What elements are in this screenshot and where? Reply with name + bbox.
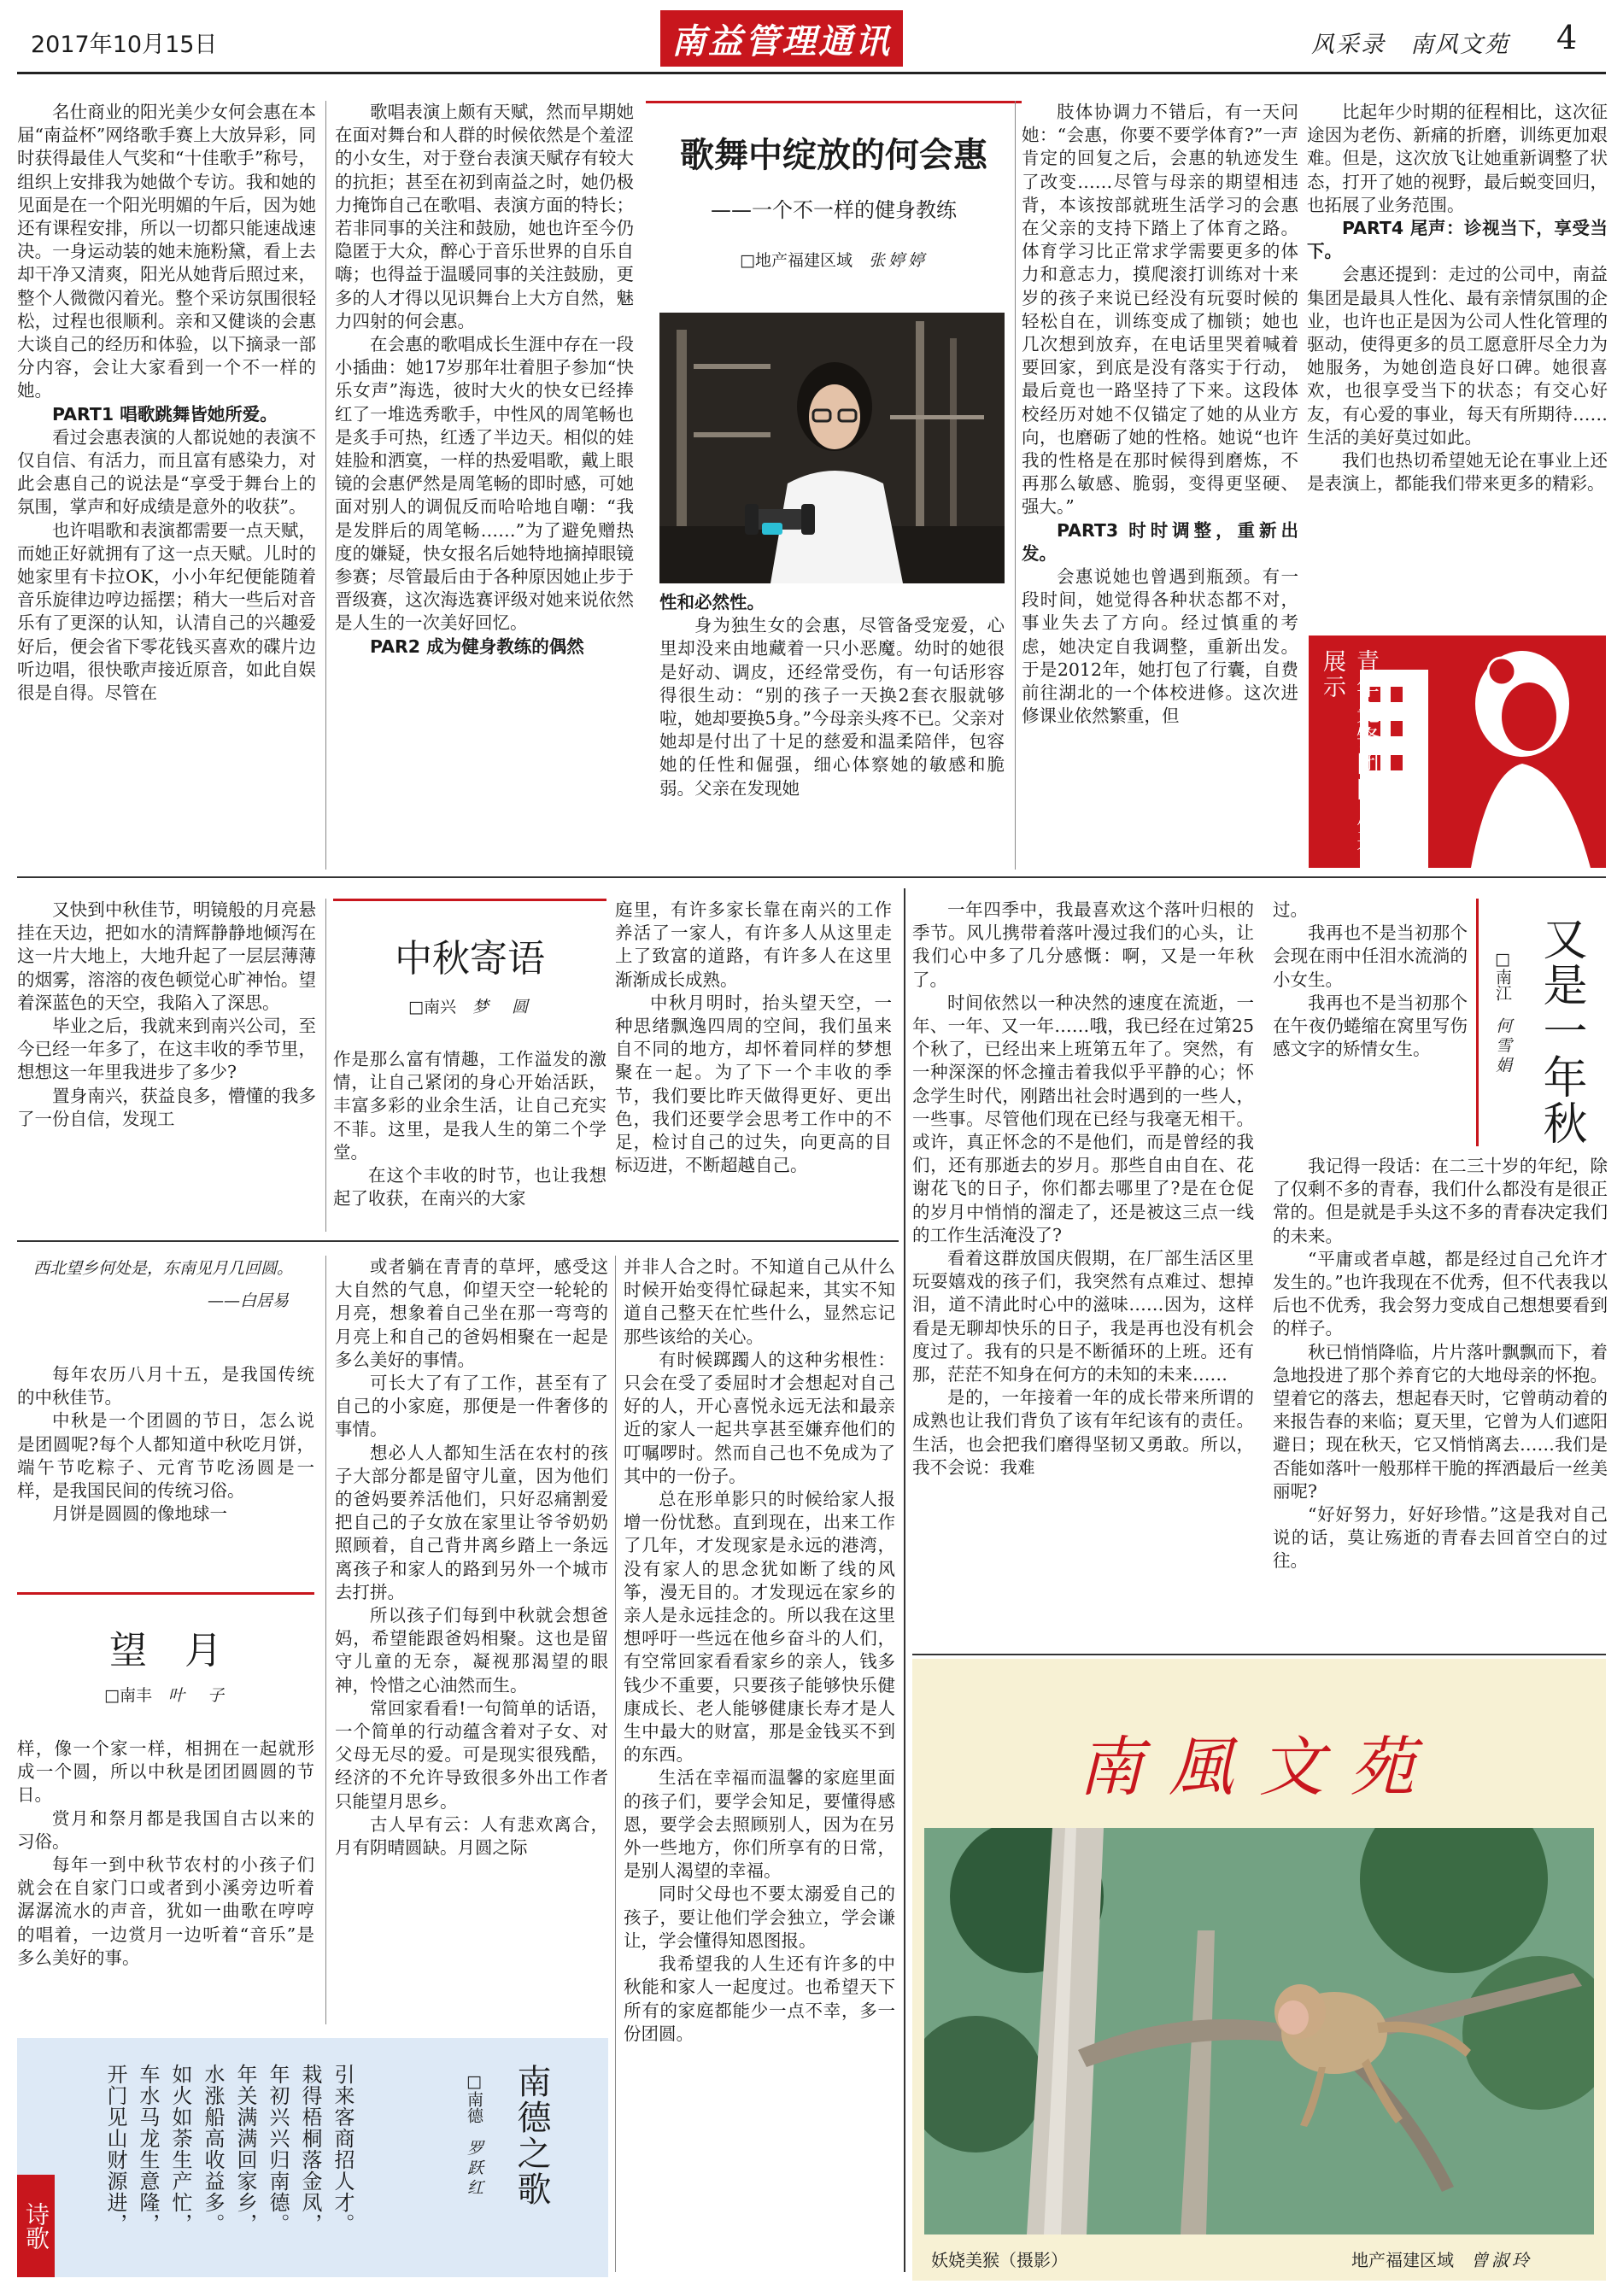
section-heading: PART3 时时调整，重新出发。 — [1022, 519, 1298, 564]
zhongqiu-byline: □南兴 梦 圆 — [408, 998, 531, 1016]
wangyue-title: 望 月 — [109, 1629, 222, 1672]
poem-line: 开门见山财源进， — [103, 2064, 127, 2234]
zhongqiu-title-box — [333, 899, 606, 1031]
section-heading: PAR2 成为健身教练的偶然 — [370, 636, 584, 657]
paragraph: 时间依然以一种决然的速度在流逝，一年、一年、又一年……哦，我已经在过第25个秋了，已经出来上班第五年了。突然，有一种深深的怀念撞击着我似乎平静的心；怀念学生时代，刚踏出社会时遇到的一些人，一些事。尽管他们现在已经与我毫无相干。或许，真正怀念的不是他们，而是曾经的我们，还有那逝去的岁月。那些自由自在、花谢花飞的日子，你们都去哪里了?是在仓促的岁月中悄悄的溜走了，还是被这三点一线的工作生活淹没了? — [912, 992, 1254, 1245]
banner-text: 青年先锋团队风采展示 — [1319, 649, 1379, 854]
column-banner — [1309, 636, 1606, 868]
wangyue-col-1-bottom — [17, 1737, 314, 2028]
paragraph: 古人早有云：人有悲欢离合，月有阴晴圆缺。月圆之际 — [335, 1813, 608, 1859]
paragraph: 名仕商业的阳光美少女何会惠在本届“南益杯”网络歌手赛上大放异彩，同时获得最佳人气奖和“十佳歌手”称号，组织上安排我为她做个专访。我和她的见面是在一个阳光明媚的午后，因为她还有课程安排，所以一切都只能速战速决。一身运动装的她未施粉黛，看上去却干净又清爽，阳光从她背后照过来，整个人微微闪着光。整个采访氛围很轻松，过程也很顺利。亲和又健谈的会惠大谈自己的经历和体验，以下摘录一部分内容，会让大家看到一个不一样的她。 — [17, 102, 316, 401]
paragraph: 我再也不是当初那个在午夜仍蜷缩在窝里写伤感文字的矫情女生。 — [1273, 992, 1468, 1060]
paragraph: 生活在幸福而温馨的家庭里面的孩子们，要学会知足，要懂得感恩，要学会去照顾别人，因为在另外一些地方，你们所享有的日常，是别人渴望的幸福。 — [624, 1767, 895, 1882]
paragraph: 会惠还提到：走过的公司中，南益集团是最具人性化、最有亲情氛围的企业，也许也正是因为公司人性化管理的驱动，使得更多的员工愿意肝尽全力为她服务，为她创造良好口碑。她很喜欢，也很享受当下的状态；有交心好友，有心爱的事业，每天有所期待……生活的美好莫过如此。 — [1307, 264, 1608, 448]
paragraph: 看过会惠表演的人都说她的表演不仅自信、有活力，而且富有感染力，对此会惠自己的说法是“享受于舞台上的氛围，掌声和好成绩是意外的收获”。 — [17, 426, 316, 518]
quote-author: ——白居易 — [207, 1292, 289, 1310]
column-divider — [325, 899, 326, 1232]
paragraph: 想必人人都知生活在农村的孩子大部分都是留守儿童，因为他们的爸妈要养活他们，只好忍痛割爱把自己的子女放在家里让爷爷奶奶照顾着，自己背井离乡踏上一条远离孩子和家人的路到另外一个城市去打拼。 — [335, 1442, 608, 1602]
photo-caption-credit: 地产福建区域 曾淑玲 — [1351, 2250, 1532, 2270]
yinian-col-1 — [912, 899, 1254, 1667]
paragraph: 或者躺在青青的草坪，感受这大自然的气息，仰望天空一轮轮的月亮，想象着自己坐在那一弯弯的月亮上和自己的爸妈相聚在一起是多么美好的事情。 — [335, 1256, 608, 1370]
feature-subtitle: ——一个不一样的健身教练 — [711, 198, 957, 222]
section-heading: PART4 尾声：诊视当下，享受当下。 — [1307, 218, 1608, 262]
paragraph: 是的，一年接着一年的成长带来所谓的成熟也让我们背负了该有年纪该有的责任。生活，也会把我们磨得坚韧又勇敢。所以，我不会说：我难 — [912, 1387, 1254, 1478]
poem-lines — [99, 2064, 359, 2260]
wangyue-col-3 — [624, 1256, 895, 2281]
paragraph: 我记得一段话：在二三十岁的年纪，除了仅剩不多的青春，我们什么都没有是很正常的。但是就是手头这不多的青春决定我们的未来。 — [1273, 1156, 1608, 1246]
paragraph: 月饼是圆圆的像地球一 — [52, 1503, 227, 1525]
paragraph: 样，像一个家一样，相拥在一起就形成一个圆，所以中秋是团团圆圆的节日。 — [17, 1738, 314, 1806]
wangyue-col-2 — [335, 1256, 608, 2024]
paragraph: 身为独生女的会惠，尽管备受宠爱，心里却没来由地藏着一只小恶魔。幼时的她很是好动、调皮，还经常受伤，有一句话形容得很生动：“别的孩子一天换2套衣服就够啦，她却要换5身。”今母亲头疼不已。父亲对她却是付出了十足的慈爱和温柔陪伴，包容她的任性和倔强，细心体察她的敏感和脆弱。父亲在发现她 — [659, 615, 1005, 799]
paragraph: 所以孩子们每到中秋就会想爸妈，希望能跟爸妈相聚。这也是留守儿童的无奈，凝视那渴望的眼神，怜惜之心油然而生。 — [335, 1605, 608, 1696]
paragraph: 毕业之后，我就来到南兴公司，至今已经一年多了，在这丰收的季节里，想想这一年里我进步了多少? — [17, 1016, 316, 1083]
title-rule-left — [1476, 899, 1479, 1146]
masthead-title: 南益管理通讯 — [671, 20, 892, 62]
feature-photo — [659, 313, 1005, 583]
paragraph: 同时父母也不要太溺爱自己的孩子，要让他们学会独立，学会谦让，学会懂得知恩图报。 — [624, 1883, 895, 1951]
gym-portrait-illustration — [659, 313, 1005, 583]
section-heading: PART1 唱歌跳舞皆她所爱。 — [52, 403, 278, 425]
paragraph: 我希望我的人生还有许多的中秋能和家人一起度过。也希望天下所有的家庭都能少一点不幸，多一份团圆。 — [624, 1953, 895, 2044]
feature-col-3 — [659, 591, 1005, 870]
poem-line: 如火如荼生产忙， — [168, 2064, 192, 2234]
feature-col-2 — [335, 101, 634, 870]
column-divider — [615, 1256, 616, 2272]
column-divider — [1015, 101, 1016, 870]
poem-line: 车水马龙生意隆， — [136, 2064, 160, 2234]
nanfeng-box — [912, 1659, 1606, 2281]
paragraph: 作是那么富有情趣，工作溢发的激情，让自己紧闭的身心开始活跃，丰富多彩的业余生活，让自己充实不菲。这里，是我人生的第二个学堂。 — [333, 1049, 606, 1163]
column-divider — [325, 1256, 326, 2024]
paragraph: 中秋月明时，抬头望天空，一种思绪飘逸四周的空间，我们虽来自不同的地方，却怀着同样的梦想聚在一起。为了下一个丰收的季节，我们要比昨天做得更好、更出色，我们还要学会思考工作中的不足，检讨自己的过失，向更高的目标迈进，不断超越自己。 — [615, 992, 892, 1176]
yinian-col-2a — [1273, 899, 1468, 1155]
issue-date: 2017年10月15日 — [31, 32, 218, 58]
paragraph: 我们也热切希望她无论在事业上还是表演上，都能我们带来更多的精彩。 — [1307, 450, 1608, 495]
poem-line: 水涨船高收益多。 — [201, 2064, 225, 2234]
paragraph: 歌唱表演上颇有天赋，然而早期她在面对舞台和人群的时候依然是个羞涩的小女生，对于登台表演天赋存有较大的抗拒；甚至在初到南益之时，她仍极力掩饰自己在歌唱、表演方面的特长；若非同事的关注和鼓励，她也许至今仍隐匿于大众，醉心于音乐世界的自乐自嗨；也得益于温暖同事的关注鼓励，更多的人才得以见识舞台上大方自然，魅力四射的何会惠。 — [335, 102, 634, 331]
header-rule — [17, 72, 1606, 74]
section-heading: 性和必然性。 — [659, 592, 765, 612]
paragraph: 我再也不是当初那个会现在雨中任泪水流淌的小女生。 — [1273, 922, 1468, 990]
paragraph: 常回家看看!一句简单的话语，一个简单的行动蕴含着对子女、对父母无尽的爱。可是现实很残酷，经济的不允许导致很多外出工作者只能望月思乡。 — [335, 1697, 608, 1812]
feature-col-1 — [17, 101, 316, 870]
paragraph: 有时候踯躅人的这种劣根性：只会在受了委屈时才会想起对自己好的人，开心喜悦永远无法和最亲近的家人一起共享甚至嫌弃他们的叮嘱啰时。然而自己也不免成为了其中的一份子。 — [624, 1349, 895, 1486]
paragraph: 赏月和祭月都是我国自古以来的习俗。 — [17, 1807, 314, 1852]
poem-byline: □南德 罗跃红 — [465, 2072, 483, 2199]
paragraph: 总在形单影只的时候给家人报增一份忧愁。直到现在，出来工作了几年，才发现家是永远的港湾，没有家人的思念犹如断了线的风筝，漫无目的。才发现远在家乡的亲人是永远挂念的。所以我在这里想呼吁一些远在他乡奋斗的人们，有空常回家看看家乡的亲人，钱多钱少不重要，只要孩子能够快乐健康成长、老人能够健康长寿才是人生中最大的财富，那是金钱买不到的东西。 — [624, 1489, 895, 1766]
paragraph: “好好努力，好好珍惜。”这是我对自己说的话，莫让殇逝的青春去回首空白的过往。 — [1273, 1504, 1608, 1572]
section-rule — [912, 1654, 1606, 1655]
poem-line: 引来客商招人才。 — [331, 2064, 354, 2234]
zhongqiu-col-2 — [333, 1048, 606, 1236]
section-names: 风采录 南风文苑 — [1311, 32, 1509, 58]
title-rule-top — [646, 101, 1022, 103]
feature-col-5 — [1307, 101, 1608, 630]
yinian-title: 又是一年秋 — [1535, 916, 1586, 1146]
paragraph: 又快到中秋佳节，明镜般的月亮悬挂在天边，把如水的清辉静静地倾泻在这一片大地上，大地升起了一层层薄薄的烟雾，溶溶的夜色顿觉心旷神怡。望着深蓝色的天空，我陷入了深思。 — [17, 899, 316, 1013]
feature-byline: □地产福建区域 张婷婷 — [740, 251, 928, 270]
paragraph: 并非人合之时。不知道自己从什么时候开始变得忙碌起来，其实不知道自己整天在忙些什么，显然忘记那些该给的关心。 — [624, 1256, 895, 1347]
paragraph: 会惠说她也曾遇到瓶颈。有一段时间，她觉得各种状态都不对，事业失去了方向。经过慎重的考虑，她决定自我调整，重新出发。于是2012年，她打包了行囊，自费前往湖北的一个体校进修。这次进修课业依然繁重，但 — [1022, 566, 1298, 727]
zhongqiu-col-3 — [615, 899, 892, 1232]
poem-line: 年初兴兴归南德。 — [266, 2064, 290, 2234]
paragraph: 看着这群放国庆假期，在厂部生活区里玩耍嬉戏的孩子们，我突然有点难过、想掉泪，道不清此时心中的滋味……因为，这样看是无聊却快乐的日子，我是再也没有机会度过了。我有的只是不断循环的上班。还有那，茫茫不知身在何方的未知的未来…… — [912, 1248, 1254, 1385]
paragraph: 可长大了有了工作，甚至有了自己的小家庭，那便是一件奢侈的事情。 — [335, 1373, 608, 1440]
paragraph: 比起年少时期的征程相比，这次征途因为老伤、新痛的折磨，训练更加艰难。但是，这次放飞让她重新调整了状态，打开了她的视野，最后蜕变回归，也拓展了业务范围。 — [1307, 102, 1608, 215]
paragraph: 也许唱歌和表演都需要一点天赋，而她正好就拥有了这一点天赋。儿时的她家里有卡拉OK，小小年纪便能随着音乐旋律边哼边摇摆；稍大一些后对音乐有了更深的认知，认清自己的兴趣爱好后，便会省下零花钱买喜欢的碟片边听边唱，很快歌声接近原音，如此自娱很是自得。尽管在 — [17, 519, 316, 704]
section-divider-vertical — [904, 888, 905, 2272]
wangyue-col-1-top — [17, 1363, 314, 1585]
yinian-byline: □南江 何雪娟 — [1493, 950, 1512, 1076]
paragraph: 一年四季中，我最喜欢这个落叶归根的季节。风儿携带着落叶漫过我们的心头，让我们心中多了几分感慨：啊，又是一年秋了。 — [912, 899, 1254, 990]
paragraph: 秋已悄悄降临，片片落叶飘飘而下，着急地投进了那个养育它的大地母亲的怀抱。望着它的落去，想起春天时，它曾萌动着的来报告春的来临；夏天里，它曾为人们遮阳避日；现在秋天，它又悄悄离去……我们是否能如落叶一般那样干脆的挥洒最后一丝美丽呢? — [1273, 1341, 1608, 1502]
paragraph: 在这个丰收的时节，也让我想起了收获，在南兴的大家 — [333, 1165, 606, 1210]
poem-box — [17, 2038, 608, 2277]
poem-title: 南德之歌 — [512, 2064, 551, 2207]
masthead-box — [660, 10, 903, 67]
paragraph: 中秋是一个团圆的节日，怎么说是团圆呢?每个人都知道中秋吃月饼，端午节吃粽子、元宵节吃汤圆是一样，是我国民间的传统习俗。 — [17, 1410, 314, 1502]
feature-col-4 — [1022, 101, 1298, 870]
monkey-photo — [924, 1828, 1594, 2234]
paragraph: 过。 — [1273, 899, 1308, 920]
wangyue-quote — [17, 1256, 314, 1314]
yinian-title-box — [1476, 899, 1606, 1146]
paragraph: 肢体协调力不错后，有一天问她：“会惠，你要不要学体育?”一声肯定的回复之后，会惠的轨迹发生了改变……尽管与母亲的期望相违背，本该按部就班生活学习的会惠在父亲的支持下踏上了体育之路。体育学习比正常求学需要更多的体力和意志力，摸爬滚打训练对十来岁的孩子来说已经没有玩耍时候的轻松自在，训练变成了枷锁；她也几次想到放弃，在电话里哭着喊着要回家，到底是没有落实于行动，最后竟也一路坚持了下来。这段体校经历对她不仅锚定了她的从业方向，也磨砺了她的性格。她说“也许我的性格是在那时候得到磨炼，不再那么敏感、脆弱，变得更坚硬、强大。” — [1022, 102, 1298, 518]
wangyue-byline: □南丰 叶 子 — [104, 1686, 227, 1705]
yinian-col-2b — [1273, 1155, 1608, 1667]
monkey-photo-illustration — [924, 1828, 1594, 2234]
paragraph: 庭里，有许多家长靠在南兴的工作养活了一家人，有许多人从这里走上了致富的道路，有许多人在这里渐渐成长成熟。 — [615, 899, 892, 990]
paragraph: “平庸或者卓越，都是经过自己允许才发生的。”也许我现在不优秀，但不代表我以后也不优秀，我会努力变成自己想想要看到的样子。 — [1273, 1248, 1608, 1339]
paragraph: 每年一到中秋节农村的小孩子们就会在自家门口或者到小溪旁边听着潺潺流水的声音，犹如一曲歌在哼哼的唱着，一边赏月一边听着“音乐”是多么美好的事。 — [17, 1854, 314, 1968]
zhongqiu-title: 中秋寄语 — [395, 937, 545, 981]
column-divider — [325, 101, 326, 870]
title-rule-top — [333, 899, 606, 901]
zhongqiu-col-1 — [17, 899, 316, 1232]
poem-line: 栽得梧桐落金凤， — [298, 2064, 322, 2234]
quote-poem-line: 西北望乡何处是，东南见月几回圆。 — [33, 1259, 294, 1278]
nanfeng-title: 南風文苑 — [1078, 1729, 1440, 1805]
poem-section-label: 诗歌 — [17, 2175, 55, 2277]
paragraph: 置身南兴，获益良多，懵懂的我多了一份自信，发现工 — [17, 1085, 316, 1129]
photo-caption-title: 妖娆美猴（摄影） — [931, 2250, 1068, 2270]
wangyue-title-box — [17, 1592, 314, 1720]
section-rule — [17, 1240, 899, 1242]
section-rule — [17, 876, 1606, 878]
feature-title: 歌舞中绽放的何会惠 — [680, 136, 987, 175]
title-rule-top — [17, 1592, 314, 1595]
poem-line: 年关满满回家乡， — [233, 2064, 257, 2234]
paragraph: 在会惠的歌唱成长生涯中存在一段小插曲：她17岁那年壮着胆子参加“快乐女声”海选，彼时大火的快女已经捧红了一堆选秀歌手，中性风的周笔畅也是炙手可热，红透了半边天。相似的娃娃脸和洒寞，一样的热爱唱歌，戴上眼镜的会惠俨然是周笔畅的即时感，可她面对别人的调侃反而哈哈地自嘲：“我是发胖后的周笔畅……”为了避免赠热度的嫌疑，快女报名后她特地摘掉眼镜参赛；尽管最后由于各种原因她止步于晋级赛，这次海选赛评级对她来说依然是人生的一次美好回忆。 — [335, 334, 634, 634]
paragraph: 每年农历八月十五，是我国传统的中秋佳节。 — [17, 1364, 314, 1409]
page-number: 4 — [1556, 19, 1578, 56]
